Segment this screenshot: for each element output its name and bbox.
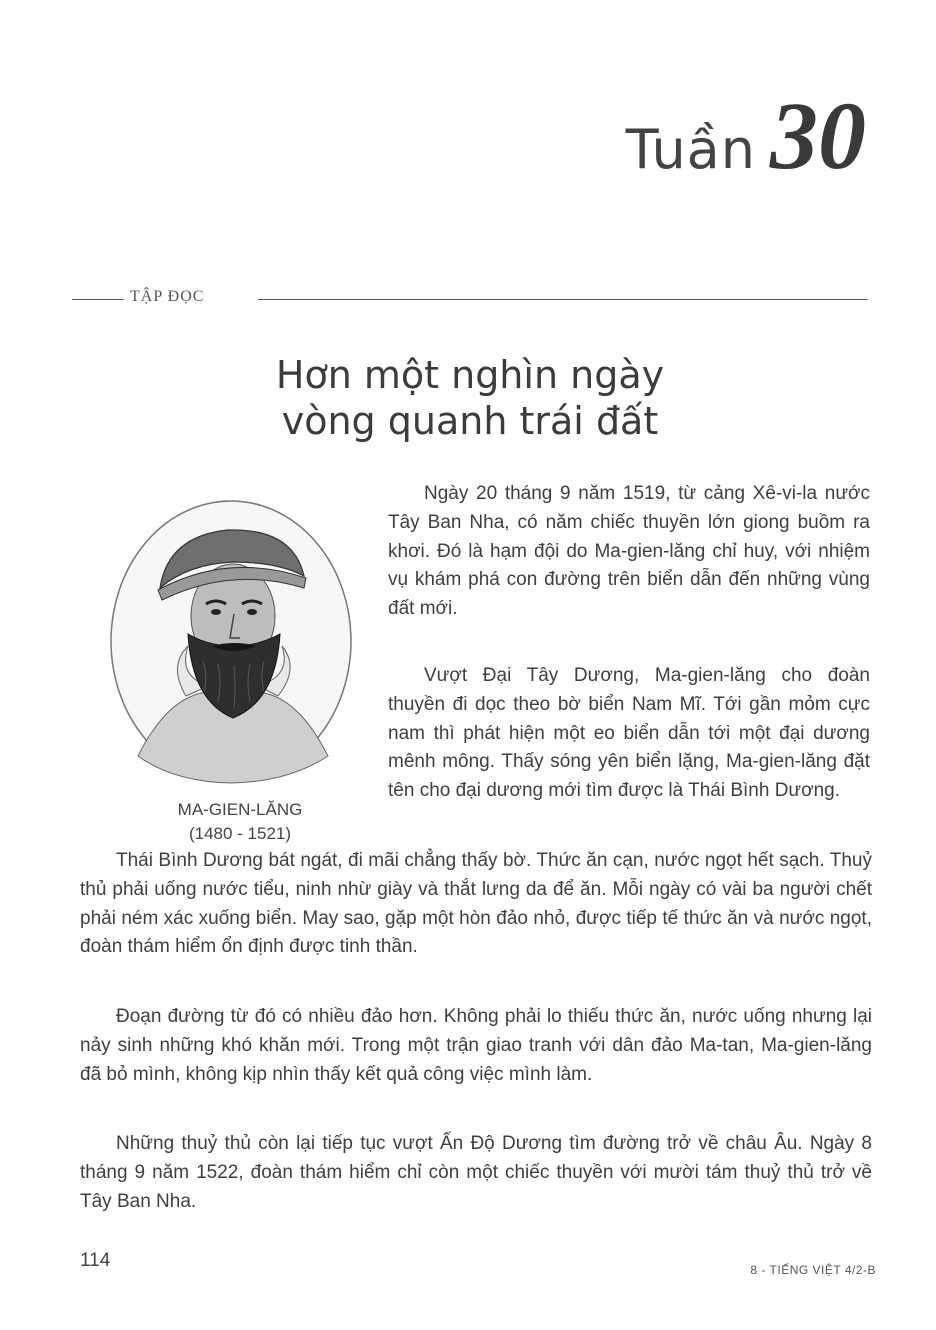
section-header [72,286,868,310]
caption-years: (1480 - 1521) [188,824,292,843]
lesson-title [200,352,740,444]
paragraph-4: Đoạn đường từ đó có nhiều đảo hơn. Không phải lo thiếu thức ăn, nước uống nhưng lại nảy sinh những khó khăn mới. Trong một trận giao tranh với dân đảo Ma-tan, Ma-gien-lăng đã bỏ mình, không kịp nhìn thấy kết quả công việc mình làm. [80,1006,872,1085]
book-code: 8 - TIẾNG VIỆT 4/2-B [750,1263,876,1277]
page-number: 114 [80,1250,111,1271]
lesson-title-line1: Hơn một nghìn ngày [275,353,665,397]
portrait-caption [140,798,340,846]
paragraph-2: Vượt Đại Tây Dương, Ma-gien-lăng cho đoàn thuyền đi dọc theo bờ biển Nam Mĩ. Tới gần mỏm cực nam thì phát hiện một eo biển dẫn tới một đại dương mênh mông. Thấy sóng yên biển lặng, Ma-gien-lăng đặt tên cho đại dương mới tìm được là Thái Bình Dương. [388,665,870,802]
paragraph-5: Những thuỷ thủ còn lại tiếp tục vượt Ấn Độ Dương tìm đường trở về châu Âu. Ngày 8 tháng 9 năm 1522, đoàn thám hiểm chỉ còn một chiếc thuyền với mười tám thuỷ thủ trở về Tây Ban Nha. [80,1133,872,1212]
week-word: Tuần [625,118,756,181]
section-rule-right [258,299,868,300]
paragraph-3: Thái Bình Dương bát ngát, đi mãi chẳng thấy bờ. Thức ăn cạn, nước ngọt hết sạch. Thuỷ thủ phải uống nước tiểu, ninh nhừ giày và thắt lưng da để ăn. Mỗi ngày có vài ba người chết phải ném xác xuống biển. May sao, gặp một hòn đảo nhỏ, được tiếp tế thức ăn và nước ngọt, đoàn thám hiểm ổn định được tinh thần. [80,850,872,958]
week-number: 30 [770,82,866,189]
lesson-title-line2: vòng quanh trái đất [281,399,659,443]
caption-name: MA-GIEN-LĂNG [177,800,303,819]
paragraph-1: Ngày 20 tháng 9 năm 1519, từ cảng Xê-vi-la nước Tây Ban Nha, có năm chiếc thuyền lớn giong buồm ra khơi. Đó là hạm đội do Ma-gien-lăng chỉ huy, với nhiệm vụ khám phá con đường trên biển dẫn đến những vùng đất mới. [388,483,870,620]
section-label: TẬP ĐỌC [130,288,205,305]
magellan-portrait [108,496,354,786]
section-rule-left [72,299,124,300]
week-heading [625,82,866,189]
